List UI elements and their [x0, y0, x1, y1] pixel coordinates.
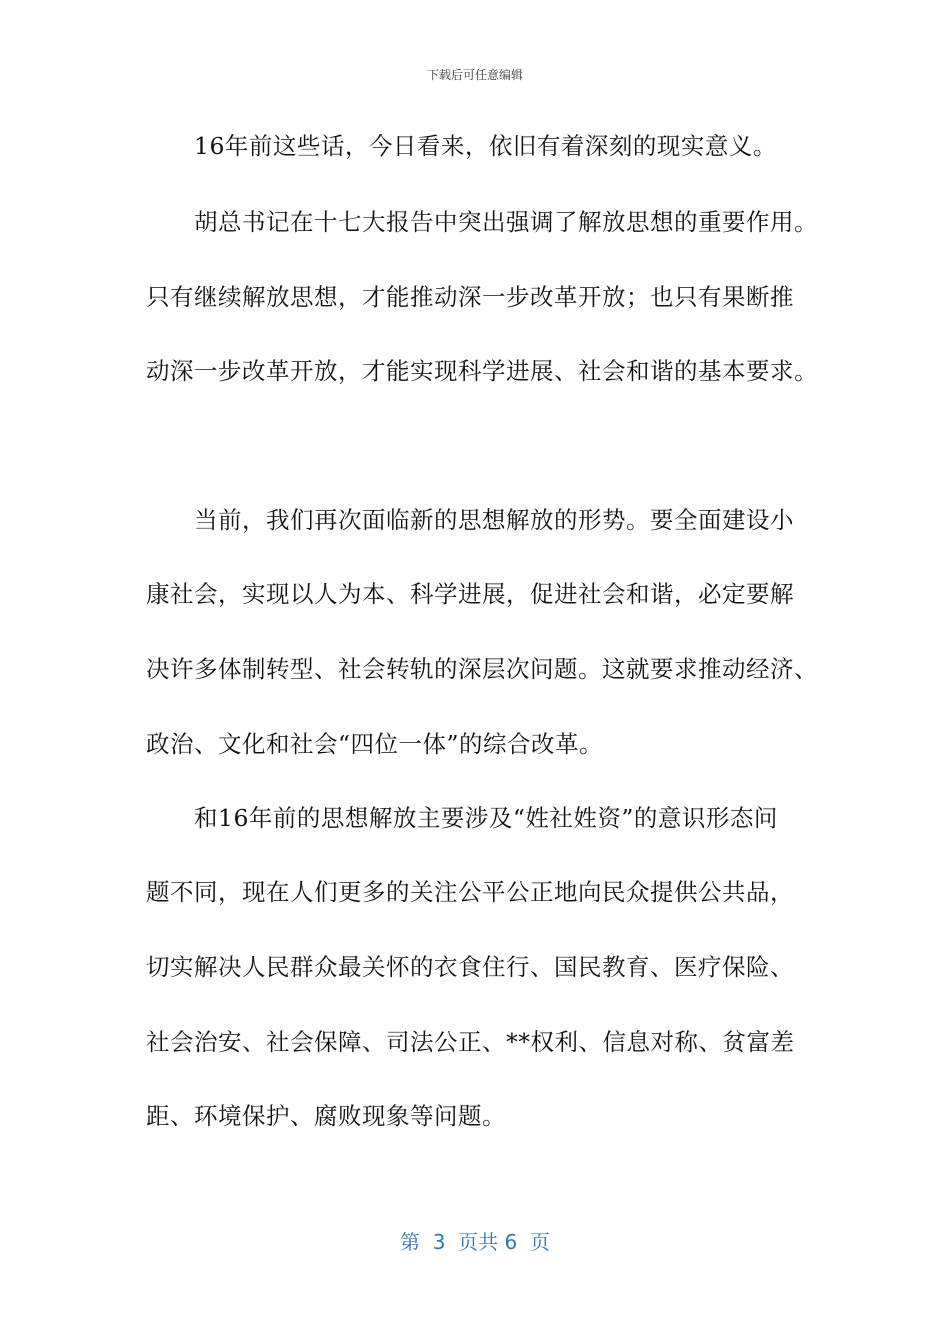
text-line: 决许多体制转型、社会转轨的深层次问题。这就要求推动经济、 — [146, 655, 818, 683]
text-line: 政治、文化和社会“四位一体”的综合改革。 — [146, 730, 604, 758]
text-line: 16年前这些话，今日看来，依旧有着深刻的现实意义。 — [146, 132, 777, 160]
text-line: 康社会，实现以人为本、科学进展，促进社会和谐，必定要解 — [146, 580, 794, 608]
text-line: 胡总书记在十七大报告中突出强调了解放思想的重要作用。 — [146, 208, 818, 236]
text-line: 切实解决人民群众最关怀的衣食住行、国民教育、医疗保险、 — [146, 953, 794, 981]
text-line: 动深一步改革开放，才能实现科学进展、社会和谐的基本要求。 — [146, 357, 818, 385]
text-line: 和16年前的思想解放主要涉及“姓社姓资”的意识形态问 — [146, 804, 778, 832]
text-line: 社会治安、社会保障、司法公正、**权利、信息对称、贫富差 — [146, 1028, 795, 1056]
page-header-note: 下载后可任意编辑 — [426, 68, 523, 82]
text-line: 只有继续解放思想，才能推动深一步改革开放；也只有果断推 — [146, 283, 794, 311]
text-line: 当前，我们再次面临新的思想解放的形势。要全面建设小 — [146, 506, 794, 534]
text-line: 距、环境保护、腐败现象等问题。 — [146, 1102, 506, 1130]
text-line: 题不同，现在人们更多的关注公平公正地向民众提供公共品， — [146, 878, 794, 906]
page-number: 第 3 页共 6 页 — [400, 1230, 550, 1254]
